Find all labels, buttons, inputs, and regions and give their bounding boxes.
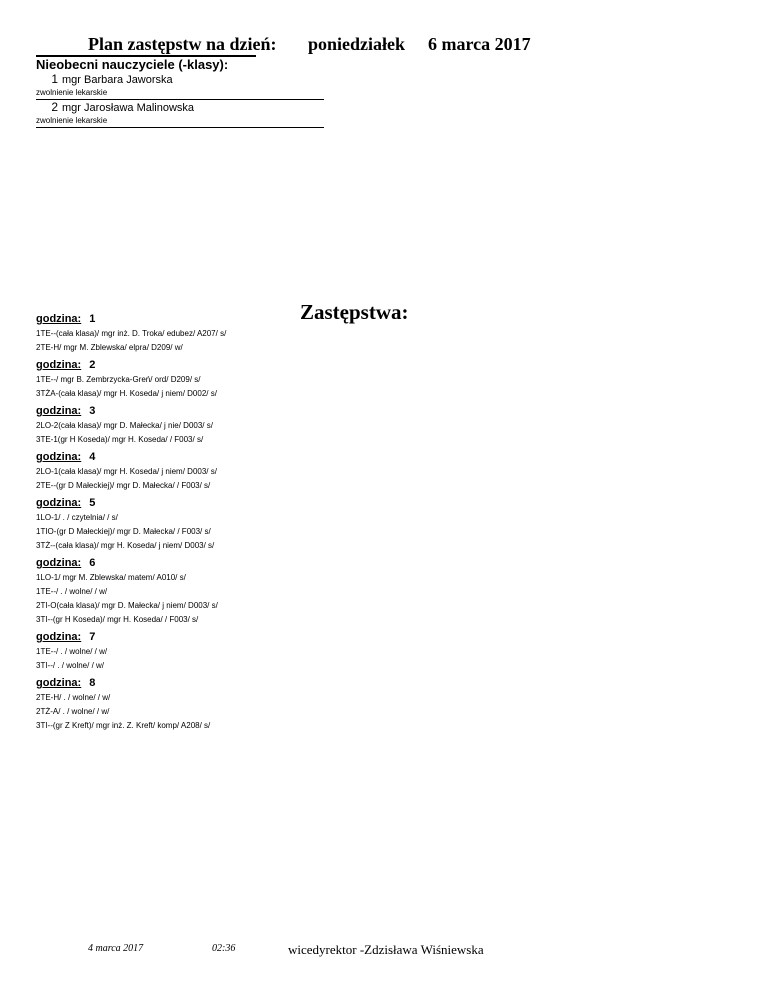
substitution-entry: 1TE--(cała klasa)/ mgr inż. D. Troka/ edubez/ A207/ s/ [36,329,227,338]
hour-heading [36,311,336,327]
plan-title: Plan zastępstw na dzień: [88,34,277,54]
teacher-name: mgr Jarosława Malinowska [62,102,195,114]
hour-heading [36,403,336,419]
hour-number: 7 [89,631,96,643]
hour-label: godzina: [36,631,82,643]
substitution-entry: 2LO-2(cała klasa)/ mgr D. Małecka/ j nie/ D003/ s/ [36,421,213,430]
hour-number: 4 [89,451,96,463]
substitution-list [36,311,336,735]
hour-block [36,555,336,629]
substitution-entry: 2TE-H/ . / wolne/ / w/ [36,693,111,702]
hour-block [36,629,336,675]
substitution-entry: 3TI--(gr Z Kreft)/ mgr inż. Z. Kreft/ komp/ A208/ s/ [36,721,211,730]
hour-heading [36,357,336,373]
absent-teacher-entry [36,101,324,128]
hour-heading [36,495,336,511]
substitution-entry: 1LO-1/ . / czytelnia/ / s/ [36,513,118,522]
hour-label: godzina: [36,557,82,569]
substitution-entry: 3TŻA-(cała klasa)/ mgr H. Koseda/ j niem/ D002/ s/ [36,389,217,398]
hour-block [36,357,336,403]
teacher-number: 2 [51,100,58,114]
hour-number: 3 [89,405,96,417]
absence-reason: zwolnienie lekarskie [36,116,108,125]
absence-reason: zwolnienie lekarskie [36,88,108,97]
substitution-entry: 3TŻ--(cała klasa)/ mgr H. Koseda/ j niem/ D003/ s/ [36,541,215,550]
substitution-entry: 1TE--/ . / wolne/ / w/ [36,647,108,656]
hour-heading [36,675,336,691]
substitution-entry: 2TŻ-A/ . / wolne/ / w/ [36,707,110,716]
substitution-entry: 1TIO-(gr D Małeckiej)/ mgr D. Małecka/ / F003/ s/ [36,527,211,536]
substitution-entry: 2TE-H/ mgr M. Zblewska/ elpra/ D209/ w/ [36,343,183,352]
signature: wicedyrektor -Zdzisława Wiśniewska [288,942,484,957]
hour-label: godzina: [36,677,82,689]
substitution-entry: 2TE--(gr D Małeckiej)/ mgr D. Małecka/ / F003/ s/ [36,481,211,490]
teacher-name: mgr Barbara Jaworska [62,74,173,86]
substitution-entry: 3TE-1(gr H Koseda)/ mgr H. Koseda/ / F003/ s/ [36,435,204,444]
absent-teacher-entry [36,73,324,100]
hour-label: godzina: [36,359,82,371]
hour-heading [36,629,336,645]
hour-number: 5 [89,497,96,509]
hour-number: 6 [89,557,96,569]
hour-number: 2 [89,359,96,371]
substitution-entry: 3TI--(gr H Koseda)/ mgr H. Koseda/ / F003/ s/ [36,615,199,624]
substitution-entry: 1LO-1/ mgr M. Zblewska/ matem/ A010/ s/ [36,573,186,582]
plan-day: poniedziałek [308,34,406,54]
hour-heading [36,555,336,571]
teacher-number: 1 [51,72,58,86]
hour-label: godzina: [36,405,82,417]
absent-teachers-heading: Nieobecni nauczyciele (-klasy): [36,57,229,72]
hour-label: godzina: [36,313,82,325]
hour-block [36,495,336,555]
plan-date: 6 marca 2017 [428,34,531,54]
substitutions-heading: Zastępstwa: [300,300,409,324]
hour-block [36,403,336,449]
print-date: 4 marca 2017 [88,943,144,954]
hour-label: godzina: [36,451,82,463]
substitution-entry: 1TE--/ . / wolne/ / w/ [36,587,108,596]
hour-label: godzina: [36,497,82,509]
substitution-entry: 2LO-1(cała klasa)/ mgr H. Koseda/ j niem/ D003/ s/ [36,467,217,476]
substitution-entry: 3TI--/ . / wolne/ / w/ [36,661,105,670]
hour-block [36,311,336,357]
print-time: 02:36 [212,943,236,954]
substitution-entry: 2TI-O(cała klasa)/ mgr D. Małecka/ j niem/ D003/ s/ [36,601,218,610]
substitution-entry: 1TE--/ mgr B. Zembrzycka-Greń/ ord/ D209/ s/ [36,375,201,384]
hour-heading [36,449,336,465]
hour-block [36,675,336,735]
hour-number: 8 [89,677,96,689]
hour-block [36,449,336,495]
hour-number: 1 [89,313,96,325]
